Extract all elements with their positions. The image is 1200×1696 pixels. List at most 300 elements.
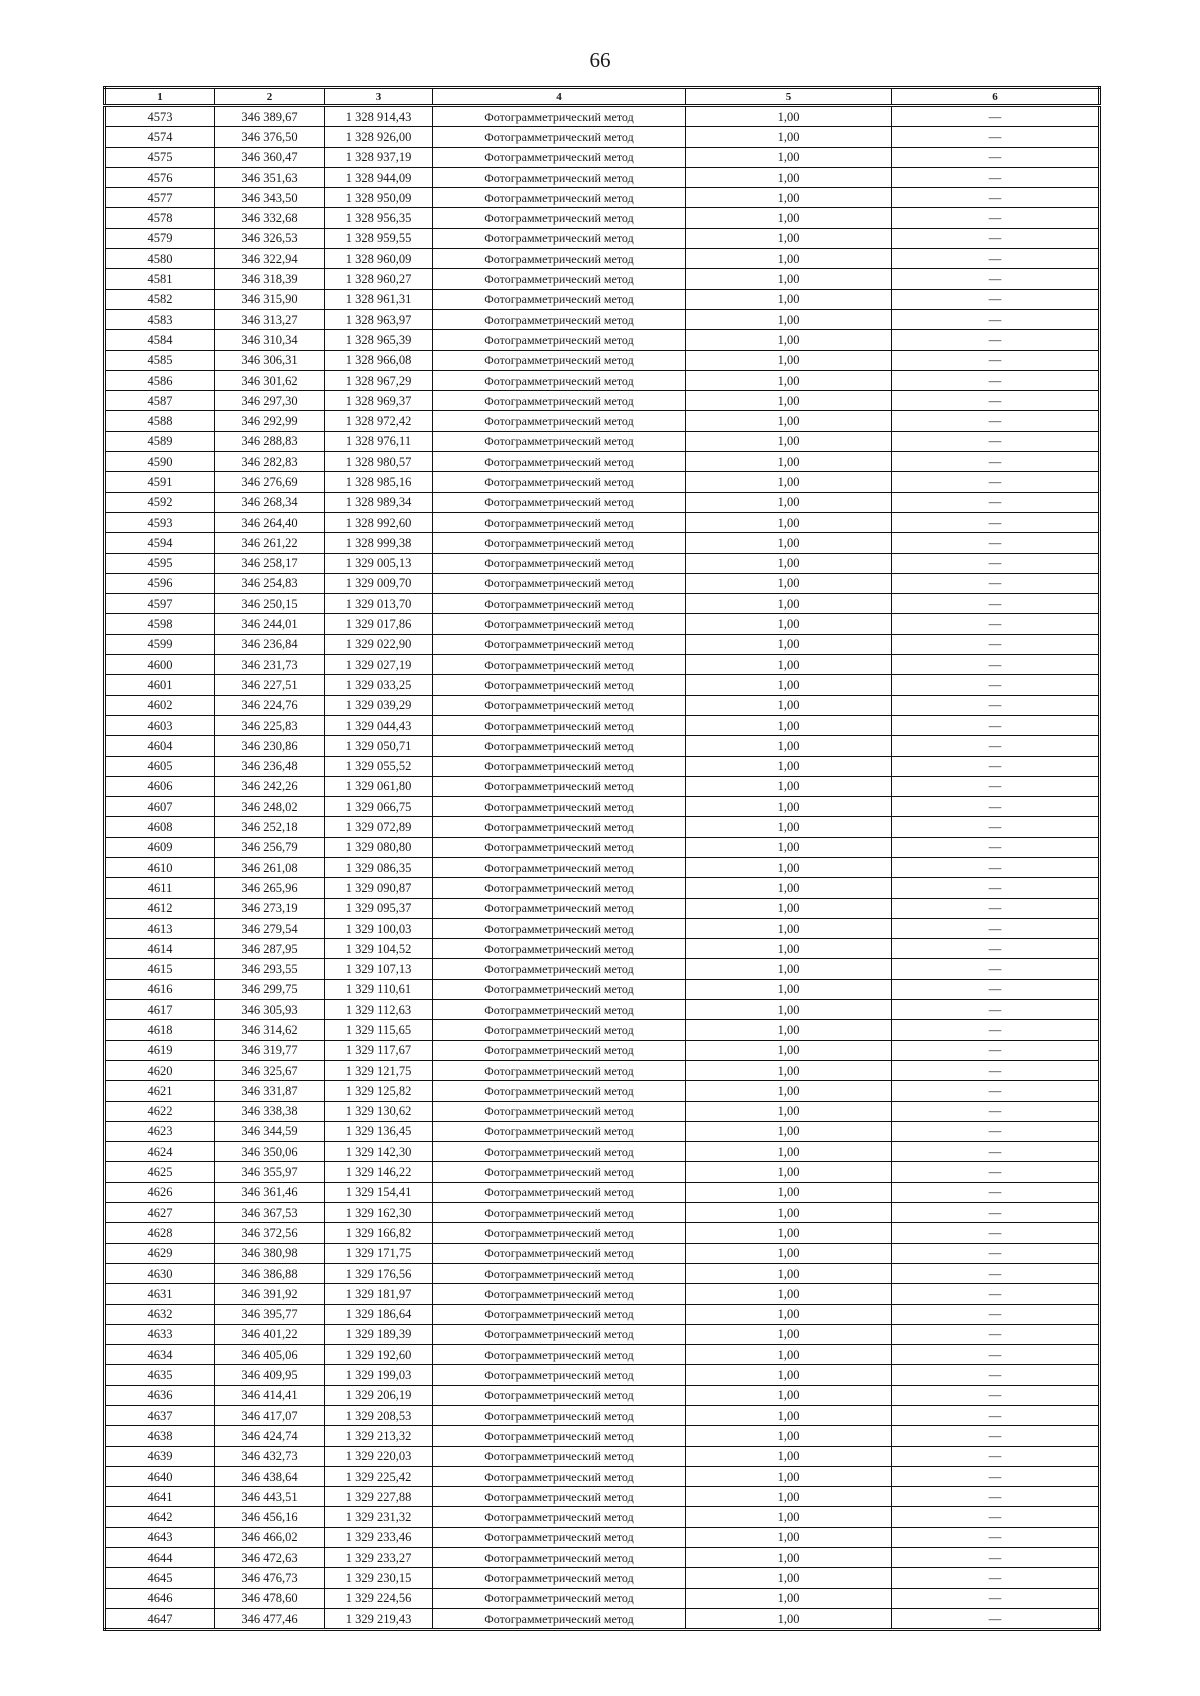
note-cell: — (892, 1385, 1100, 1405)
table-row (105, 512, 1100, 532)
y-coordinate-cell: 1 329 231,32 (325, 1507, 433, 1527)
point-number-cell: 4634 (105, 1345, 215, 1365)
accuracy-cell: 1,00 (686, 1000, 892, 1020)
x-coordinate-cell: 346 344,59 (215, 1121, 325, 1141)
method-cell: Фотограмметрический метод (433, 1060, 686, 1080)
y-coordinate-cell: 1 328 976,11 (325, 431, 433, 451)
table-row (105, 269, 1100, 289)
table-row (105, 1142, 1100, 1162)
method-cell: Фотограмметрический метод (433, 1568, 686, 1588)
y-coordinate-cell: 1 329 090,87 (325, 878, 433, 898)
y-coordinate-cell: 1 329 154,41 (325, 1182, 433, 1202)
x-coordinate-cell: 346 282,83 (215, 452, 325, 472)
y-coordinate-cell: 1 329 095,37 (325, 898, 433, 918)
table-header-row (105, 88, 1100, 106)
method-cell: Фотограмметрический метод (433, 147, 686, 167)
x-coordinate-cell: 346 343,50 (215, 188, 325, 208)
method-cell: Фотограмметрический метод (433, 1020, 686, 1040)
y-coordinate-cell: 1 329 017,86 (325, 614, 433, 634)
method-cell: Фотограмметрический метод (433, 249, 686, 269)
table-row (105, 330, 1100, 350)
x-coordinate-cell: 346 318,39 (215, 269, 325, 289)
x-coordinate-cell: 346 315,90 (215, 289, 325, 309)
table-row (105, 309, 1100, 329)
accuracy-cell: 1,00 (686, 1365, 892, 1385)
x-coordinate-cell: 346 306,31 (215, 350, 325, 370)
page-number: 66 (589, 48, 611, 72)
x-coordinate-cell: 346 326,53 (215, 228, 325, 248)
y-coordinate-cell: 1 328 966,08 (325, 350, 433, 370)
accuracy-cell: 1,00 (686, 1548, 892, 1568)
x-coordinate-cell: 346 301,62 (215, 370, 325, 390)
point-number-cell: 4636 (105, 1385, 215, 1405)
y-coordinate-cell: 1 329 072,89 (325, 817, 433, 837)
x-coordinate-cell: 346 231,73 (215, 655, 325, 675)
note-cell: — (892, 939, 1100, 959)
note-cell: — (892, 106, 1100, 127)
method-cell: Фотограмметрический метод (433, 797, 686, 817)
x-coordinate-cell: 346 386,88 (215, 1263, 325, 1283)
x-coordinate-cell: 346 351,63 (215, 167, 325, 187)
point-number-cell: 4630 (105, 1263, 215, 1283)
point-number-cell: 4625 (105, 1162, 215, 1182)
x-coordinate-cell: 346 360,47 (215, 147, 325, 167)
method-cell: Фотограмметрический метод (433, 512, 686, 532)
x-coordinate-cell: 346 417,07 (215, 1406, 325, 1426)
x-coordinate-cell: 346 322,94 (215, 249, 325, 269)
method-cell: Фотограмметрический метод (433, 1263, 686, 1283)
x-coordinate-cell: 346 405,06 (215, 1345, 325, 1365)
x-coordinate-cell: 346 325,67 (215, 1060, 325, 1080)
accuracy-cell: 1,00 (686, 1263, 892, 1283)
y-coordinate-cell: 1 329 189,39 (325, 1324, 433, 1344)
method-cell: Фотограмметрический метод (433, 634, 686, 654)
table-row (105, 533, 1100, 553)
table-row (105, 289, 1100, 309)
table-row (105, 1548, 1100, 1568)
y-coordinate-cell: 1 329 225,42 (325, 1466, 433, 1486)
x-coordinate-cell: 346 242,26 (215, 776, 325, 796)
method-cell: Фотограмметрический метод (433, 1446, 686, 1466)
point-number-cell: 4639 (105, 1446, 215, 1466)
method-cell: Фотограмметрический метод (433, 167, 686, 187)
accuracy-cell: 1,00 (686, 391, 892, 411)
table-row (105, 979, 1100, 999)
accuracy-cell: 1,00 (686, 573, 892, 593)
point-number-cell: 4575 (105, 147, 215, 167)
point-number-cell: 4588 (105, 411, 215, 431)
method-cell: Фотограмметрический метод (433, 1608, 686, 1629)
note-cell: — (892, 634, 1100, 654)
x-coordinate-cell: 346 443,51 (215, 1487, 325, 1507)
x-coordinate-cell: 346 261,22 (215, 533, 325, 553)
y-coordinate-cell: 1 328 956,35 (325, 208, 433, 228)
table-row (105, 208, 1100, 228)
table-row (105, 106, 1100, 127)
point-number-cell: 4592 (105, 492, 215, 512)
method-cell: Фотограмметрический метод (433, 289, 686, 309)
y-coordinate-cell: 1 329 050,71 (325, 736, 433, 756)
point-number-cell: 4643 (105, 1527, 215, 1547)
table-body (105, 106, 1100, 1630)
column-header-2: 2 (215, 88, 325, 106)
point-number-cell: 4587 (105, 391, 215, 411)
point-number-cell: 4629 (105, 1243, 215, 1263)
method-cell: Фотограмметрический метод (433, 1527, 686, 1547)
point-number-cell: 4624 (105, 1142, 215, 1162)
x-coordinate-cell: 346 401,22 (215, 1324, 325, 1344)
note-cell: — (892, 350, 1100, 370)
accuracy-cell: 1,00 (686, 167, 892, 187)
accuracy-cell: 1,00 (686, 939, 892, 959)
point-number-cell: 4632 (105, 1304, 215, 1324)
accuracy-cell: 1,00 (686, 776, 892, 796)
accuracy-cell: 1,00 (686, 431, 892, 451)
x-coordinate-cell: 346 409,95 (215, 1365, 325, 1385)
table-row (105, 1060, 1100, 1080)
accuracy-cell: 1,00 (686, 472, 892, 492)
method-cell: Фотограмметрический метод (433, 492, 686, 512)
note-cell: — (892, 614, 1100, 634)
accuracy-cell: 1,00 (686, 553, 892, 573)
y-coordinate-cell: 1 329 112,63 (325, 1000, 433, 1020)
point-number-cell: 4645 (105, 1568, 215, 1588)
x-coordinate-cell: 346 244,01 (215, 614, 325, 634)
accuracy-cell: 1,00 (686, 1223, 892, 1243)
note-cell: — (892, 979, 1100, 999)
table-row (105, 1182, 1100, 1202)
table-row (105, 675, 1100, 695)
table-row (105, 1162, 1100, 1182)
accuracy-cell: 1,00 (686, 1568, 892, 1588)
table-row (105, 1446, 1100, 1466)
method-cell: Фотограмметрический метод (433, 655, 686, 675)
point-number-cell: 4611 (105, 878, 215, 898)
x-coordinate-cell: 346 395,77 (215, 1304, 325, 1324)
point-number-cell: 4617 (105, 1000, 215, 1020)
x-coordinate-cell: 346 338,38 (215, 1101, 325, 1121)
accuracy-cell: 1,00 (686, 979, 892, 999)
note-cell: — (892, 1020, 1100, 1040)
x-coordinate-cell: 346 250,15 (215, 594, 325, 614)
method-cell: Фотограмметрический метод (433, 594, 686, 614)
accuracy-cell: 1,00 (686, 309, 892, 329)
table-row (105, 1507, 1100, 1527)
method-cell: Фотограмметрический метод (433, 208, 686, 228)
method-cell: Фотограмметрический метод (433, 1466, 686, 1486)
table-row (105, 1608, 1100, 1629)
accuracy-cell: 1,00 (686, 1527, 892, 1547)
point-number-cell: 4623 (105, 1121, 215, 1141)
table-row (105, 776, 1100, 796)
method-cell: Фотограмметрический метод (433, 228, 686, 248)
y-coordinate-cell: 1 329 022,90 (325, 634, 433, 654)
y-coordinate-cell: 1 328 914,43 (325, 106, 433, 127)
point-number-cell: 4638 (105, 1426, 215, 1446)
x-coordinate-cell: 346 313,27 (215, 309, 325, 329)
method-cell: Фотограмметрический метод (433, 472, 686, 492)
table-row (105, 350, 1100, 370)
table-row (105, 188, 1100, 208)
x-coordinate-cell: 346 432,73 (215, 1446, 325, 1466)
point-number-cell: 4620 (105, 1060, 215, 1080)
table-row (105, 1588, 1100, 1608)
y-coordinate-cell: 1 329 186,64 (325, 1304, 433, 1324)
note-cell: — (892, 1345, 1100, 1365)
x-coordinate-cell: 346 297,30 (215, 391, 325, 411)
point-number-cell: 4581 (105, 269, 215, 289)
x-coordinate-cell: 346 389,67 (215, 106, 325, 127)
accuracy-cell: 1,00 (686, 675, 892, 695)
point-number-cell: 4607 (105, 797, 215, 817)
accuracy-cell: 1,00 (686, 228, 892, 248)
method-cell: Фотограмметрический метод (433, 1507, 686, 1527)
y-coordinate-cell: 1 329 219,43 (325, 1608, 433, 1629)
y-coordinate-cell: 1 328 989,34 (325, 492, 433, 512)
note-cell: — (892, 857, 1100, 877)
method-cell: Фотограмметрический метод (433, 1243, 686, 1263)
y-coordinate-cell: 1 329 125,82 (325, 1081, 433, 1101)
note-cell: — (892, 959, 1100, 979)
method-cell: Фотограмметрический метод (433, 1548, 686, 1568)
point-number-cell: 4646 (105, 1588, 215, 1608)
point-number-cell: 4600 (105, 655, 215, 675)
y-coordinate-cell: 1 329 213,32 (325, 1426, 433, 1446)
table-row (105, 492, 1100, 512)
note-cell: — (892, 1466, 1100, 1486)
accuracy-cell: 1,00 (686, 249, 892, 269)
note-cell: — (892, 1568, 1100, 1588)
method-cell: Фотограмметрический метод (433, 675, 686, 695)
method-cell: Фотограмметрический метод (433, 736, 686, 756)
table-row (105, 736, 1100, 756)
table-row (105, 715, 1100, 735)
method-cell: Фотограмметрический метод (433, 695, 686, 715)
x-coordinate-cell: 346 276,69 (215, 472, 325, 492)
x-coordinate-cell: 346 261,08 (215, 857, 325, 877)
method-cell: Фотограмметрический метод (433, 1588, 686, 1608)
accuracy-cell: 1,00 (686, 411, 892, 431)
note-cell: — (892, 1040, 1100, 1060)
note-cell: — (892, 249, 1100, 269)
note-cell: — (892, 1426, 1100, 1446)
accuracy-cell: 1,00 (686, 594, 892, 614)
point-number-cell: 4633 (105, 1324, 215, 1344)
table-row (105, 695, 1100, 715)
y-coordinate-cell: 1 329 104,52 (325, 939, 433, 959)
x-coordinate-cell: 346 438,64 (215, 1466, 325, 1486)
note-cell: — (892, 1101, 1100, 1121)
accuracy-cell: 1,00 (686, 1020, 892, 1040)
note-cell: — (892, 167, 1100, 187)
accuracy-cell: 1,00 (686, 1243, 892, 1263)
point-number-cell: 4584 (105, 330, 215, 350)
method-cell: Фотограмметрический метод (433, 939, 686, 959)
y-coordinate-cell: 1 328 969,37 (325, 391, 433, 411)
point-number-cell: 4635 (105, 1365, 215, 1385)
point-number-cell: 4596 (105, 573, 215, 593)
note-cell: — (892, 1243, 1100, 1263)
method-cell: Фотограмметрический метод (433, 553, 686, 573)
table-row (105, 918, 1100, 938)
method-cell: Фотограмметрический метод (433, 106, 686, 127)
point-number-cell: 4573 (105, 106, 215, 127)
accuracy-cell: 1,00 (686, 289, 892, 309)
table-row (105, 817, 1100, 837)
method-cell: Фотограмметрический метод (433, 898, 686, 918)
point-number-cell: 4583 (105, 309, 215, 329)
accuracy-cell: 1,00 (686, 1081, 892, 1101)
y-coordinate-cell: 1 329 130,62 (325, 1101, 433, 1121)
point-number-cell: 4647 (105, 1608, 215, 1629)
point-number-cell: 4608 (105, 817, 215, 837)
accuracy-cell: 1,00 (686, 1406, 892, 1426)
table-row (105, 634, 1100, 654)
accuracy-cell: 1,00 (686, 147, 892, 167)
y-coordinate-cell: 1 329 027,19 (325, 655, 433, 675)
accuracy-cell: 1,00 (686, 634, 892, 654)
point-number-cell: 4594 (105, 533, 215, 553)
table-row (105, 1487, 1100, 1507)
table-row (105, 431, 1100, 451)
accuracy-cell: 1,00 (686, 370, 892, 390)
coordinates-table (103, 86, 1101, 1631)
table-row (105, 1081, 1100, 1101)
x-coordinate-cell: 346 332,68 (215, 208, 325, 228)
note-cell: — (892, 411, 1100, 431)
x-coordinate-cell: 346 293,55 (215, 959, 325, 979)
x-coordinate-cell: 346 224,76 (215, 695, 325, 715)
note-cell: — (892, 1121, 1100, 1141)
method-cell: Фотограмметрический метод (433, 857, 686, 877)
point-number-cell: 4579 (105, 228, 215, 248)
y-coordinate-cell: 1 328 960,27 (325, 269, 433, 289)
method-cell: Фотограмметрический метод (433, 959, 686, 979)
y-coordinate-cell: 1 328 944,09 (325, 167, 433, 187)
point-number-cell: 4610 (105, 857, 215, 877)
table-row (105, 939, 1100, 959)
accuracy-cell: 1,00 (686, 1588, 892, 1608)
point-number-cell: 4593 (105, 512, 215, 532)
accuracy-cell: 1,00 (686, 756, 892, 776)
accuracy-cell: 1,00 (686, 188, 892, 208)
x-coordinate-cell: 346 456,16 (215, 1507, 325, 1527)
y-coordinate-cell: 1 329 208,53 (325, 1406, 433, 1426)
x-coordinate-cell: 346 248,02 (215, 797, 325, 817)
table-row (105, 594, 1100, 614)
table-row (105, 1426, 1100, 1446)
y-coordinate-cell: 1 329 005,13 (325, 553, 433, 573)
x-coordinate-cell: 346 230,86 (215, 736, 325, 756)
note-cell: — (892, 1446, 1100, 1466)
note-cell: — (892, 1284, 1100, 1304)
point-number-cell: 4590 (105, 452, 215, 472)
method-cell: Фотограмметрический метод (433, 1081, 686, 1101)
table-row (105, 756, 1100, 776)
table-row (105, 1466, 1100, 1486)
point-number-cell: 4615 (105, 959, 215, 979)
accuracy-cell: 1,00 (686, 857, 892, 877)
note-cell: — (892, 1548, 1100, 1568)
x-coordinate-cell: 346 477,46 (215, 1608, 325, 1629)
table-row (105, 1365, 1100, 1385)
table-row (105, 1000, 1100, 1020)
note-cell: — (892, 797, 1100, 817)
table-row (105, 452, 1100, 472)
accuracy-cell: 1,00 (686, 918, 892, 938)
x-coordinate-cell: 346 292,99 (215, 411, 325, 431)
point-number-cell: 4613 (105, 918, 215, 938)
note-cell: — (892, 1527, 1100, 1547)
method-cell: Фотограмметрический метод (433, 756, 686, 776)
y-coordinate-cell: 1 328 963,97 (325, 309, 433, 329)
column-header-3: 3 (325, 88, 433, 106)
method-cell: Фотограмметрический метод (433, 330, 686, 350)
note-cell: — (892, 573, 1100, 593)
x-coordinate-cell: 346 372,56 (215, 1223, 325, 1243)
x-coordinate-cell: 346 264,40 (215, 512, 325, 532)
note-cell: — (892, 1263, 1100, 1283)
table-row (105, 898, 1100, 918)
x-coordinate-cell: 346 472,63 (215, 1548, 325, 1568)
x-coordinate-cell: 346 225,83 (215, 715, 325, 735)
y-coordinate-cell: 1 329 227,88 (325, 1487, 433, 1507)
note-cell: — (892, 228, 1100, 248)
note-cell: — (892, 269, 1100, 289)
method-cell: Фотограмметрический метод (433, 573, 686, 593)
x-coordinate-cell: 346 424,74 (215, 1426, 325, 1446)
y-coordinate-cell: 1 328 960,09 (325, 249, 433, 269)
method-cell: Фотограмметрический метод (433, 1385, 686, 1405)
y-coordinate-cell: 1 328 959,55 (325, 228, 433, 248)
note-cell: — (892, 817, 1100, 837)
x-coordinate-cell: 346 361,46 (215, 1182, 325, 1202)
point-number-cell: 4614 (105, 939, 215, 959)
point-number-cell: 4601 (105, 675, 215, 695)
note-cell: — (892, 1182, 1100, 1202)
y-coordinate-cell: 1 329 117,67 (325, 1040, 433, 1060)
method-cell: Фотограмметрический метод (433, 1426, 686, 1446)
method-cell: Фотограмметрический метод (433, 878, 686, 898)
method-cell: Фотограмметрический метод (433, 918, 686, 938)
note-cell: — (892, 715, 1100, 735)
point-number-cell: 4616 (105, 979, 215, 999)
table-row (105, 1345, 1100, 1365)
accuracy-cell: 1,00 (686, 878, 892, 898)
x-coordinate-cell: 346 265,96 (215, 878, 325, 898)
method-cell: Фотограмметрический метод (433, 1365, 686, 1385)
y-coordinate-cell: 1 329 107,13 (325, 959, 433, 979)
y-coordinate-cell: 1 329 055,52 (325, 756, 433, 776)
x-coordinate-cell: 346 268,34 (215, 492, 325, 512)
x-coordinate-cell: 346 254,83 (215, 573, 325, 593)
y-coordinate-cell: 1 329 146,22 (325, 1162, 433, 1182)
y-coordinate-cell: 1 328 972,42 (325, 411, 433, 431)
point-number-cell: 4589 (105, 431, 215, 451)
method-cell: Фотограмметрический метод (433, 1142, 686, 1162)
table-row (105, 1040, 1100, 1060)
note-cell: — (892, 675, 1100, 695)
note-cell: — (892, 289, 1100, 309)
x-coordinate-cell: 346 414,41 (215, 1385, 325, 1405)
point-number-cell: 4626 (105, 1182, 215, 1202)
method-cell: Фотограмметрический метод (433, 979, 686, 999)
point-number-cell: 4578 (105, 208, 215, 228)
x-coordinate-cell: 346 314,62 (215, 1020, 325, 1040)
accuracy-cell: 1,00 (686, 695, 892, 715)
x-coordinate-cell: 346 350,06 (215, 1142, 325, 1162)
point-number-cell: 4574 (105, 127, 215, 147)
